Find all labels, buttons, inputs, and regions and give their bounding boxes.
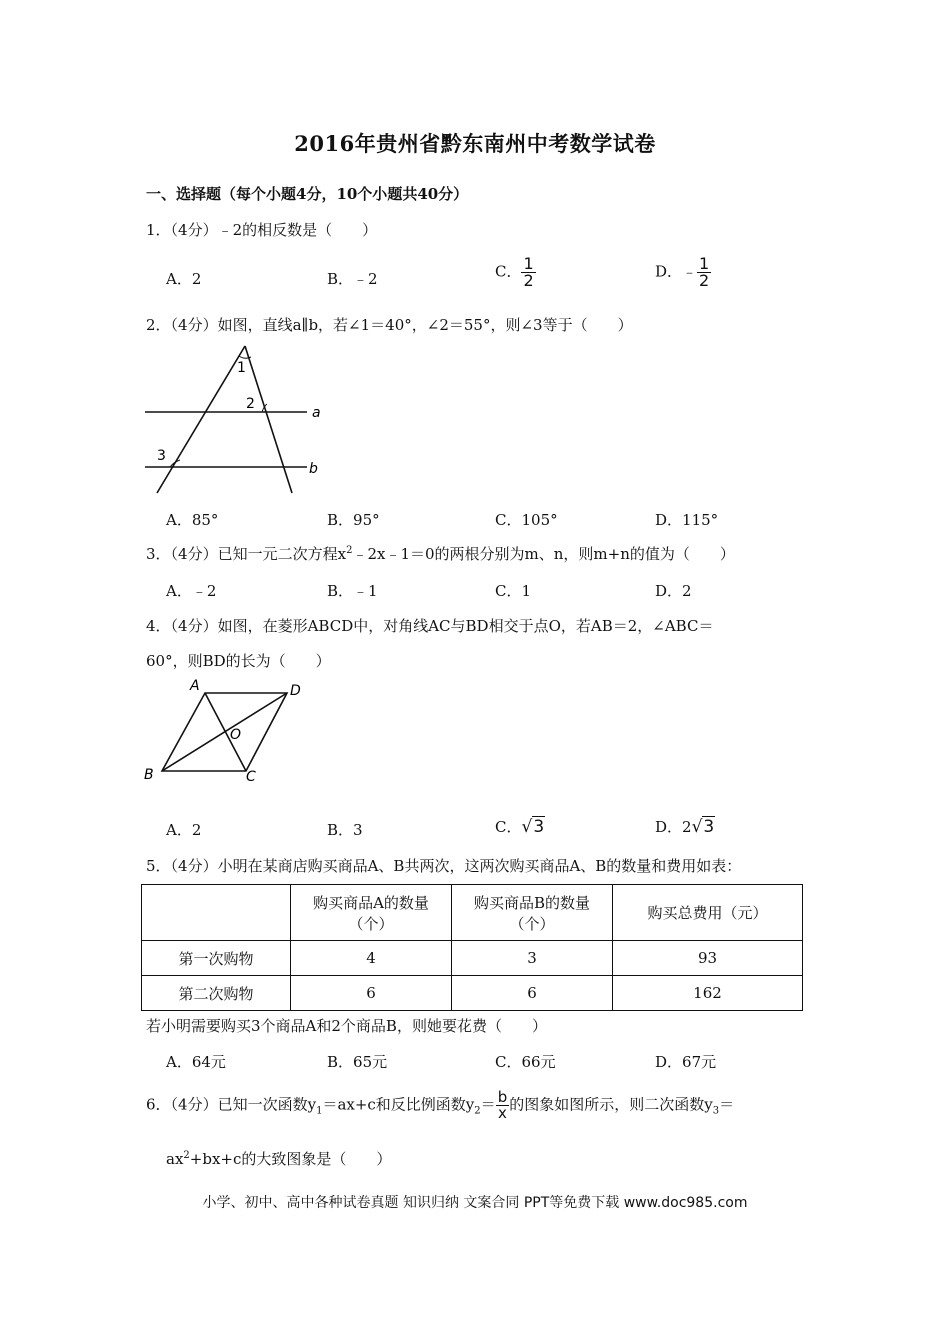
angle-label-1: 1: [237, 360, 246, 376]
question-4-option-b: B．3: [327, 821, 363, 839]
table-header-row: [142, 885, 803, 941]
question-1-option-a: A．2: [166, 270, 202, 288]
question-6-stem-part: ＝ax+c和反比例函数y: [322, 1095, 475, 1114]
option-label: D．2: [655, 818, 692, 836]
fraction-numerator: 1: [699, 254, 710, 273]
table-cell: 6: [452, 976, 613, 1011]
question-1-option-c: [495, 256, 536, 289]
table-cell: 3: [452, 941, 613, 976]
fraction-denominator: 2: [523, 271, 534, 290]
question-6-stem-line1: [146, 1090, 734, 1121]
radicand: 3: [703, 817, 715, 837]
question-2-option-d: D．115°: [655, 511, 719, 529]
vertex-label-a: A: [190, 678, 200, 694]
fraction: [521, 256, 535, 289]
line-label-a: a: [312, 405, 321, 421]
question-3-option-c: C．1: [495, 582, 532, 600]
question-6-line2-start: ax: [166, 1150, 184, 1168]
question-1-option-b: B．﹣2: [327, 270, 378, 288]
option-label: D．: [655, 262, 683, 281]
question-4-stem-line1: 4．（4分）如图，在菱形ABCD中，对角线AC与BD相交于点O，若AB＝2，∠ABC＝: [146, 617, 714, 635]
page-footer: 小学、初中、高中各种试卷真题 知识归纳 文案合同 PPT等免费下载 www.doc985.com: [202, 1195, 748, 1211]
table-row: [142, 976, 803, 1011]
fraction-denominator: 2: [699, 271, 710, 290]
question-1-option-d: [655, 256, 711, 289]
question-2-option-c: C．105°: [495, 511, 558, 529]
diagonal-bd: [162, 693, 287, 771]
square-root: √3: [691, 817, 715, 837]
question-3-option-a: A．﹣2: [166, 582, 217, 600]
fraction-numerator: b: [497, 1088, 508, 1106]
question-6-stem-line2: [166, 1148, 391, 1169]
fraction-numerator: 1: [523, 254, 534, 273]
subscript: 1: [316, 1105, 323, 1117]
question-6-line2-end: +bx+c的大致图象是（ ）: [189, 1150, 392, 1168]
fraction: [697, 256, 711, 289]
question-5-stem: 5．（4分）小明在某商店购买商品A、B共两次，这两次购买商品A、B的数量和费用如表：: [146, 857, 742, 875]
fraction-denominator: x: [498, 1104, 507, 1122]
line-label-b: b: [309, 461, 318, 477]
question-4-stem-line2: 60°，则BD的长为（ ）: [146, 652, 331, 670]
question-2-option-b: B．95°: [327, 511, 380, 529]
question-5-option-a: A．64元: [166, 1053, 226, 1071]
angle-label-3: 3: [157, 448, 166, 464]
section-heading: 一、选择题（每个小题4分，10个小题共40分）: [146, 185, 469, 203]
question-5-option-b: B．65元: [327, 1053, 388, 1071]
minus-sign: ﹣: [682, 262, 698, 281]
rhombus-figure: [140, 675, 320, 790]
table-cell: 第一次购物: [142, 941, 291, 976]
table-cell: 93: [613, 941, 803, 976]
question-4-option-d: [655, 816, 715, 837]
question-3-stem: [146, 543, 735, 564]
question-3-option-d: D．2: [655, 582, 692, 600]
table-row: [142, 941, 803, 976]
question-6-stem-start: 6．（4分）已知一次函数y: [146, 1095, 317, 1114]
table-cell: 第二次购物: [142, 976, 291, 1011]
fraction: [496, 1090, 510, 1121]
question-5-option-d: D．67元: [655, 1053, 717, 1071]
question-3-option-b: B．﹣1: [327, 582, 378, 600]
vertex-label-c: C: [246, 769, 256, 785]
vertex-label-d: D: [290, 683, 301, 699]
question-2-option-a: A．85°: [166, 511, 219, 529]
table-header-cell: [142, 885, 291, 941]
table-cell: 4: [291, 941, 452, 976]
equals-sign: ＝: [480, 1095, 496, 1114]
table-header-cell: 购买总费用（元）: [613, 885, 803, 941]
subscript: 2: [474, 1105, 481, 1117]
purchase-table: [141, 884, 803, 1011]
transversal-left: [157, 346, 245, 493]
question-5-option-c: C．66元: [495, 1053, 556, 1071]
question-3-stem-end: ﹣2x﹣1＝0的两根分别为m、n，则m+n的值为（ ）: [352, 545, 735, 563]
question-4-option-c: [495, 816, 545, 837]
option-label: C．: [495, 818, 522, 836]
question-3-stem-start: 3．（4分）已知一元二次方程x: [146, 545, 347, 563]
question-4-option-a: A．2: [166, 821, 202, 839]
radicand: 3: [533, 817, 545, 837]
table-header-cell: 购买商品A的数量（个）: [291, 885, 452, 941]
table-cell: 162: [613, 976, 803, 1011]
subscript: 3: [712, 1105, 720, 1117]
exponent: 2: [346, 545, 353, 556]
question-6-stem-part: ＝: [719, 1095, 735, 1114]
option-label: C．: [495, 262, 522, 281]
exponent: 2: [183, 1150, 190, 1161]
page-title: 2016年贵州省黔东南州中考数学试卷: [294, 131, 656, 156]
question-1-stem: 1．（4分）﹣2的相反数是（ ）: [146, 221, 378, 239]
table-cell: 6: [291, 976, 452, 1011]
table-header-cell: 购买商品B的数量（个）: [452, 885, 613, 941]
vertex-label-b: B: [144, 767, 154, 783]
angle-label-2: 2: [246, 396, 255, 412]
question-6-stem-part: 的图象如图所示，则二次函数y: [509, 1095, 713, 1114]
center-label-o: O: [230, 727, 242, 743]
transversal-right: [245, 346, 292, 493]
question-2-stem: 2．（4分）如图，直线a∥b，若∠1＝40°，∠2＝55°，则∠3等于（ ）: [146, 316, 633, 334]
question-5-after-table: 若小明需要购买3个商品A和2个商品B，则她要花费（ ）: [146, 1017, 547, 1035]
parallel-lines-figure: [140, 340, 340, 500]
square-root: √3: [521, 817, 545, 837]
